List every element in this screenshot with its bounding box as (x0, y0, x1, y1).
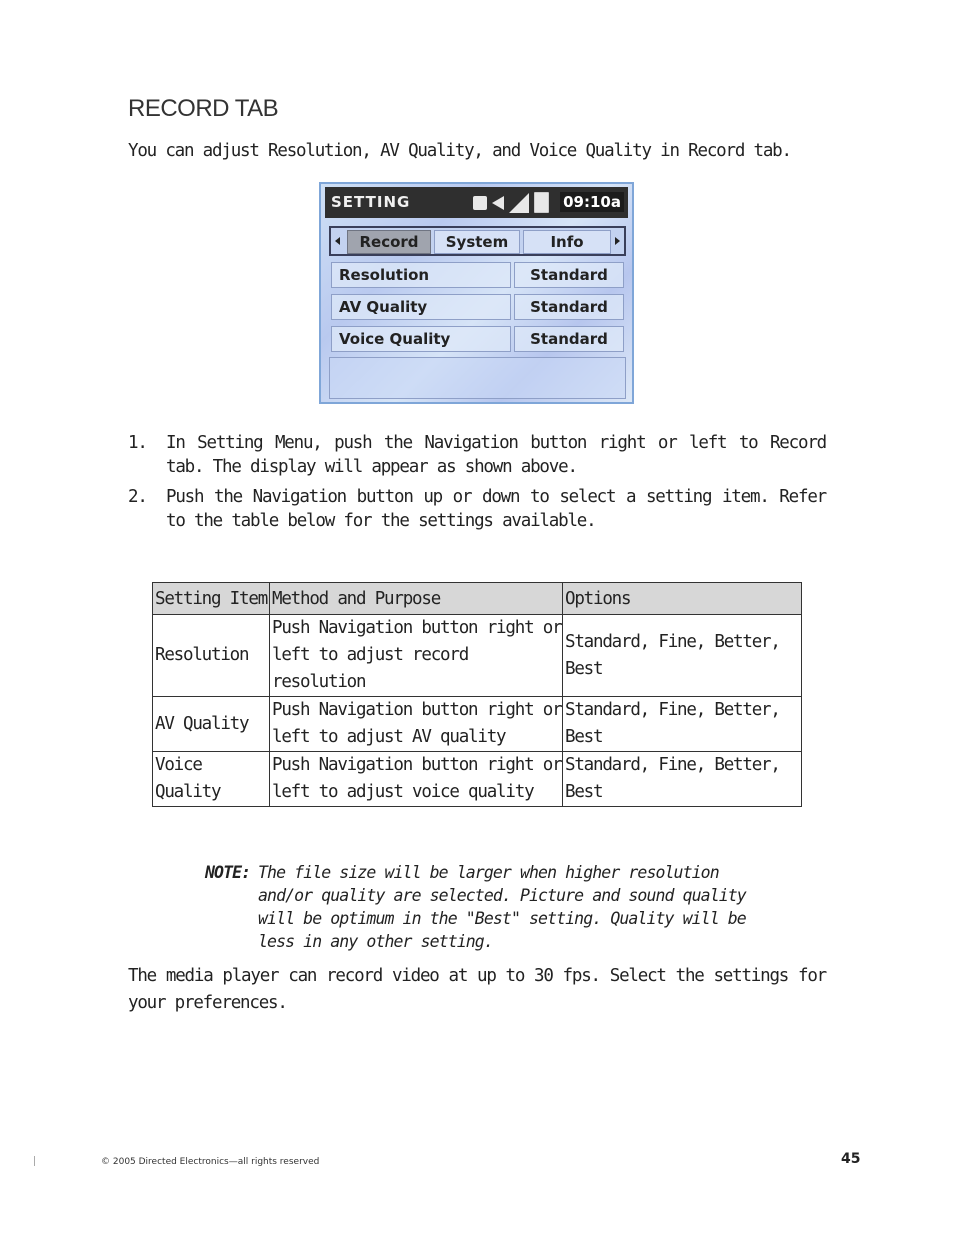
setting-row-av-quality[interactable] (331, 294, 626, 321)
setting-item-value: Standard (514, 262, 624, 288)
setting-item-value: Standard (514, 294, 624, 320)
note-label: NOTE: (205, 863, 251, 882)
arrow-right-icon (615, 237, 620, 245)
table-cell: Voice Quality (153, 752, 270, 807)
table-cell: AV Quality (153, 697, 270, 752)
tab-record[interactable]: Record (347, 230, 431, 254)
table-row (153, 615, 802, 697)
steps-list (128, 432, 826, 540)
table-cell: Push Navigation button right or left to adjust voice quality (270, 752, 563, 807)
list-item (128, 432, 826, 479)
table-cell: Resolution (153, 615, 270, 697)
music-note-icon (473, 196, 487, 210)
tab-info[interactable]: Info (523, 230, 611, 254)
setting-row-resolution[interactable] (331, 262, 626, 289)
step-number: 2. (128, 487, 147, 507)
copyright-text: © 2005 Directed Electronics—all rights reserved (101, 1157, 320, 1167)
device-title: SETTING (331, 193, 411, 211)
signal-icon (509, 193, 529, 213)
setting-item-value: Standard (514, 326, 624, 352)
table-cell: Standard, Fine, Better, Best (563, 752, 802, 807)
setting-item-label: AV Quality (331, 294, 511, 320)
note-text: The file size will be larger when higher resolution and/or quality are selected. Picture and sound quality will be optimum in the "Best" setting. Quality will be less in any other setting. (258, 863, 746, 951)
table-cell: Push Navigation button right or left to adjust record resolution (270, 615, 563, 697)
table-cell: Push Navigation button right or left to adjust AV quality (270, 697, 563, 752)
footer-divider (34, 1156, 35, 1166)
table-row (153, 697, 802, 752)
setting-row-voice-quality[interactable] (331, 326, 626, 353)
status-icons (473, 192, 549, 213)
speaker-icon (492, 196, 504, 210)
setting-item-label: Voice Quality (331, 326, 511, 352)
table-cell: Standard, Fine, Better, Best (563, 697, 802, 752)
table-row (153, 752, 802, 807)
step-text: Push the Navigation button up or down to select a setting item. Refer to the table below for the settings available. (166, 487, 826, 531)
table-cell: Standard, Fine, Better, Best (563, 615, 802, 697)
setting-item-label: Resolution (331, 262, 511, 288)
settings-table (152, 582, 802, 807)
device-clock: 09:10a (560, 192, 624, 212)
battery-icon (534, 192, 549, 213)
page-number: 45 (841, 1151, 861, 1167)
device-empty-panel (329, 357, 626, 399)
device-screenshot (319, 182, 634, 404)
tab-system[interactable]: System (434, 230, 520, 254)
intro-paragraph: You can adjust Resolution, AV Quality, and Voice Quality in Record tab. (128, 141, 791, 161)
column-header: Setting Item (153, 583, 270, 615)
table-header-row (153, 583, 802, 615)
list-item (128, 486, 826, 533)
page-title: RECORD TAB (128, 95, 279, 122)
arrow-left-icon (335, 237, 340, 245)
closing-paragraph: The media player can record video at up to 30 fps. Select the settings for your preferences. (128, 966, 826, 1013)
step-number: 1. (128, 433, 147, 453)
device-header-bar (325, 187, 628, 218)
step-text: In Setting Menu, push the Navigation button right or left to Record tab. The display will appear as shown above. (166, 433, 826, 477)
device-tab-bar (329, 226, 626, 256)
column-header: Method and Purpose (270, 583, 563, 615)
column-header: Options (563, 583, 802, 615)
note-block (205, 861, 750, 953)
